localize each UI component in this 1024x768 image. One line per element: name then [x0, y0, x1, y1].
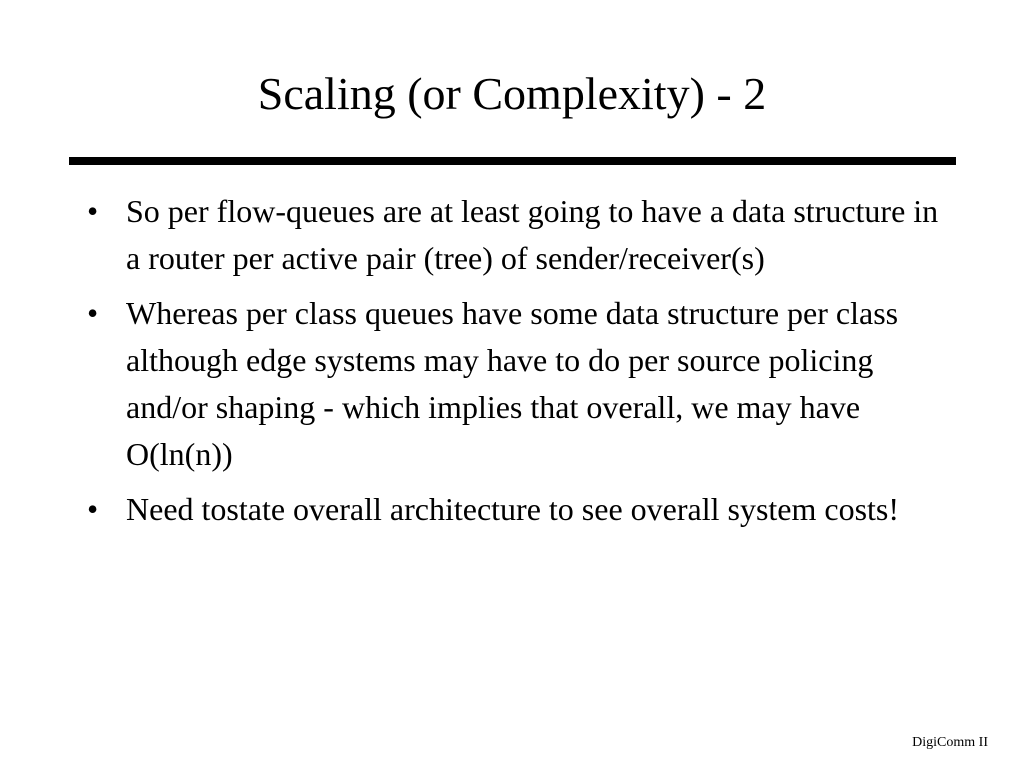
bullet-mark: •: [87, 193, 99, 229]
bullet-list: [0, 188, 1024, 541]
bullet-mark: •: [87, 491, 99, 527]
bullet-item-2: [0, 290, 1024, 478]
bullet-item-1: [0, 188, 1024, 282]
slide-title: Scaling (or Complexity) - 2: [257, 68, 767, 119]
bullet-item-3: [0, 486, 1024, 533]
bullet-mark: •: [87, 295, 99, 331]
bullet-text: So per flow-queues are at least going to have a data structure in a router per active pair (tree) of sender/receiver(s): [126, 193, 939, 276]
slide-footer: DigiComm II: [912, 735, 988, 750]
bullet-text: Need tostate overall architecture to see overall system costs!: [126, 491, 900, 527]
title-divider: [69, 157, 956, 165]
bullet-text: Whereas per class queues have some data structure per class although edge systems may have to do per source policing and/or shaping - which implies that overall, we may have O(ln(n)): [126, 295, 899, 472]
